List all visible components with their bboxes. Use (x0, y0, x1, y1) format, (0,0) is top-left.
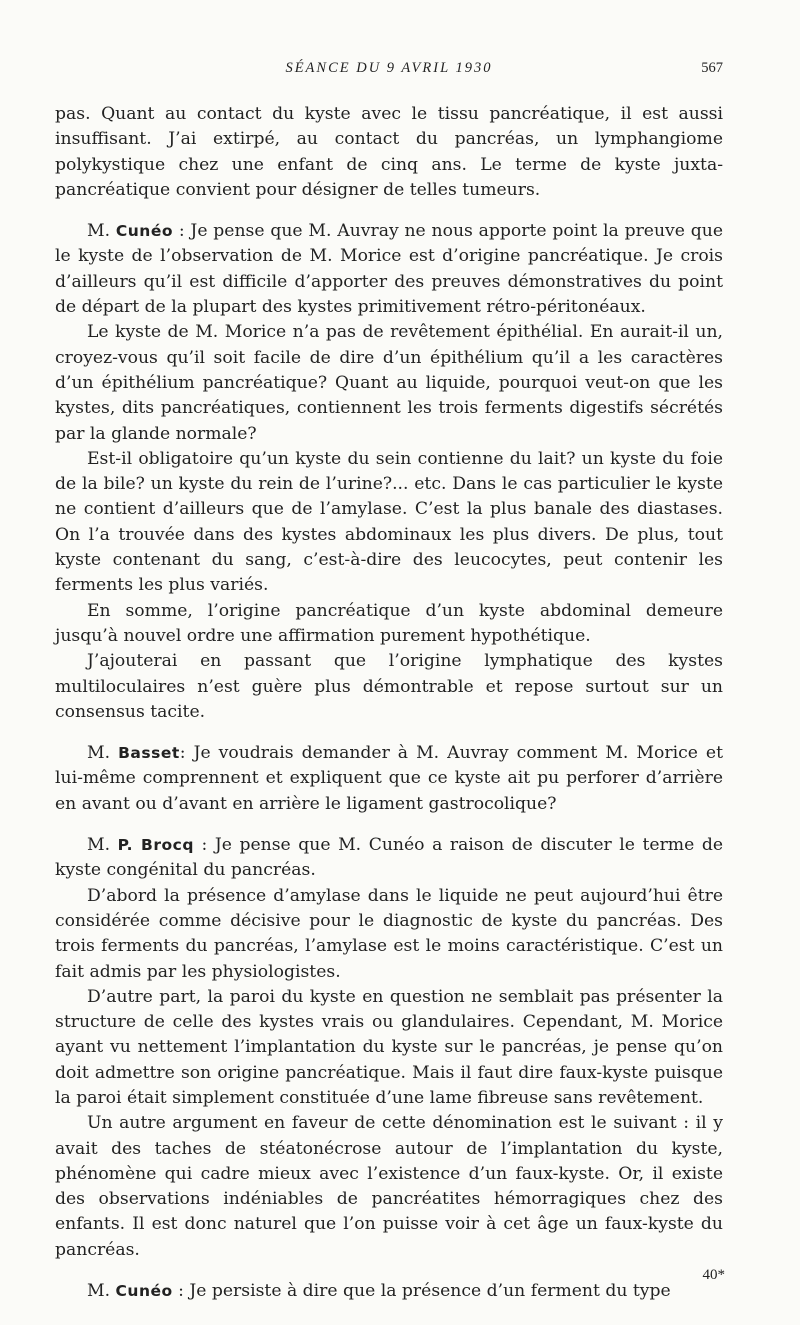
running-header (55, 58, 723, 86)
paragraph: Est-il obligatoire qu’un kyste du sein contienne du lait? un kyste du foie de la bile? un kyste du rein de l’urine?... etc. Dans le cas particulier le kyste ne contient d’ailleurs que de l’amylase. C’est la plus banale des diastases. On l’a trouvée dans des kystes abdominaux les plus divers. De plus, tout kyste contenant du sang, c’est-à-dire des leucocytes, peut contenir les ferments les plus variés. (55, 448, 723, 596)
paragraph: pas. Quant au contact du kyste avec le tissu pancréatique, il est aussi insuffisant. J’ai extirpé, au contact du pancréas, un lymphangiome polykystique chez une enfant de cinq ans. Le terme de kyste juxta-pancréatique convient pour désigner de telles tumeurs. (55, 104, 723, 200)
paragraph: En somme, l’origine pancréatique d’un kyste abdominal demeure jusqu’à nouvel ordre une affirmation purement hypothétique. (55, 600, 723, 646)
paragraph-speaker-basset: M. Basset: Je voudrais demander à M. Auvray comment M. Morice et lui-même comprennent et expliquent que ce kyste ait pu perforer d’arrière en avant ou d’avant en arrière le ligament gastrocolique? (55, 743, 723, 814)
page-body (55, 102, 723, 1304)
document-page (55, 58, 723, 1304)
paragraph: Le kyste de M. Morice n’a pas de revêtement épithélial. En aurait-il un, croyez-vous qu’il soit facile de dire d’un épithélium qu’il a les caractères d’un épithélium pancréatique? Quant au liquide, pourquoi veut-on que les kystes, dits pancréatiques, contiennent les trois ferments digestifs sécrétés par la glande normale? (55, 322, 723, 444)
paragraph-speaker-cuneo-2: M. Cunéo : Je persiste à dire que la présence d’un ferment du type (87, 1281, 671, 1302)
speaker-name: P. Brocq (117, 836, 194, 855)
paragraph-speaker-cuneo: M. Cunéo : Je pense que M. Auvray ne nous apporte point la preuve que le kyste de l’observation de M. Morice est d’origine pancréatique. Je crois d’ailleurs qu’il est difficile d’apporter des preuves démonstratives du point de départ de la plupart des kystes primitivement rétro-péritonéaux. (55, 221, 723, 318)
paragraph: Un autre argument en faveur de cette dénomination est le suivant : il y avait des taches de stéatonécrose autour de l’implantation du kyste, phénomène qui cadre mieux avec l’existence d’un faux-kyste. Or, il existe des observations indéniables de pancréatites hémorragiques chez des enfants. Il est donc naturel que l’on puisse voir à cet âge un faux-kyste du pancréas. (55, 1113, 723, 1260)
speaker-name: Cunéo (115, 1282, 173, 1301)
paragraph: D’autre part, la paroi du kyste en question ne semblait pas présenter la structure de celle des kystes vrais ou glandulaires. Cependant, M. Morice ayant vu nettement l’implantation du kyste sur le pancréas, je pense qu’on doit admettre son origine pancréatique. Mais il faut dire faux-kyste puisque la paroi était simplement constituée d’une lame fibreuse sans revêtement. (55, 986, 723, 1108)
speaker-name: Cunéo (115, 222, 173, 241)
speaker-name: Basset (118, 744, 180, 763)
paragraph: D’abord la présence d’amylase dans le liquide ne peut aujourd’hui être considérée comme décisive pour le diagnostic de kyste du pancréas. Des trois ferments du pancréas, l’amylase est le moins caractéristique. C’est un fait admis par les physiologistes. (55, 885, 723, 982)
paragraph-speaker-brocq: M. P. Brocq : Je pense que M. Cunéo a raison de discuter le terme de kyste congénital du pancréas. (55, 835, 723, 881)
header-title: SÉANCE DU 9 AVRIL 1930 (285, 60, 493, 76)
signature-mark: 40* (702, 1267, 725, 1283)
paragraph: J’ajouterai en passant que l’origine lymphatique des kystes multiloculaires n’est guère plus démontrable et repose surtout sur un consensus tacite. (55, 651, 723, 722)
page-number: 567 (701, 60, 723, 76)
